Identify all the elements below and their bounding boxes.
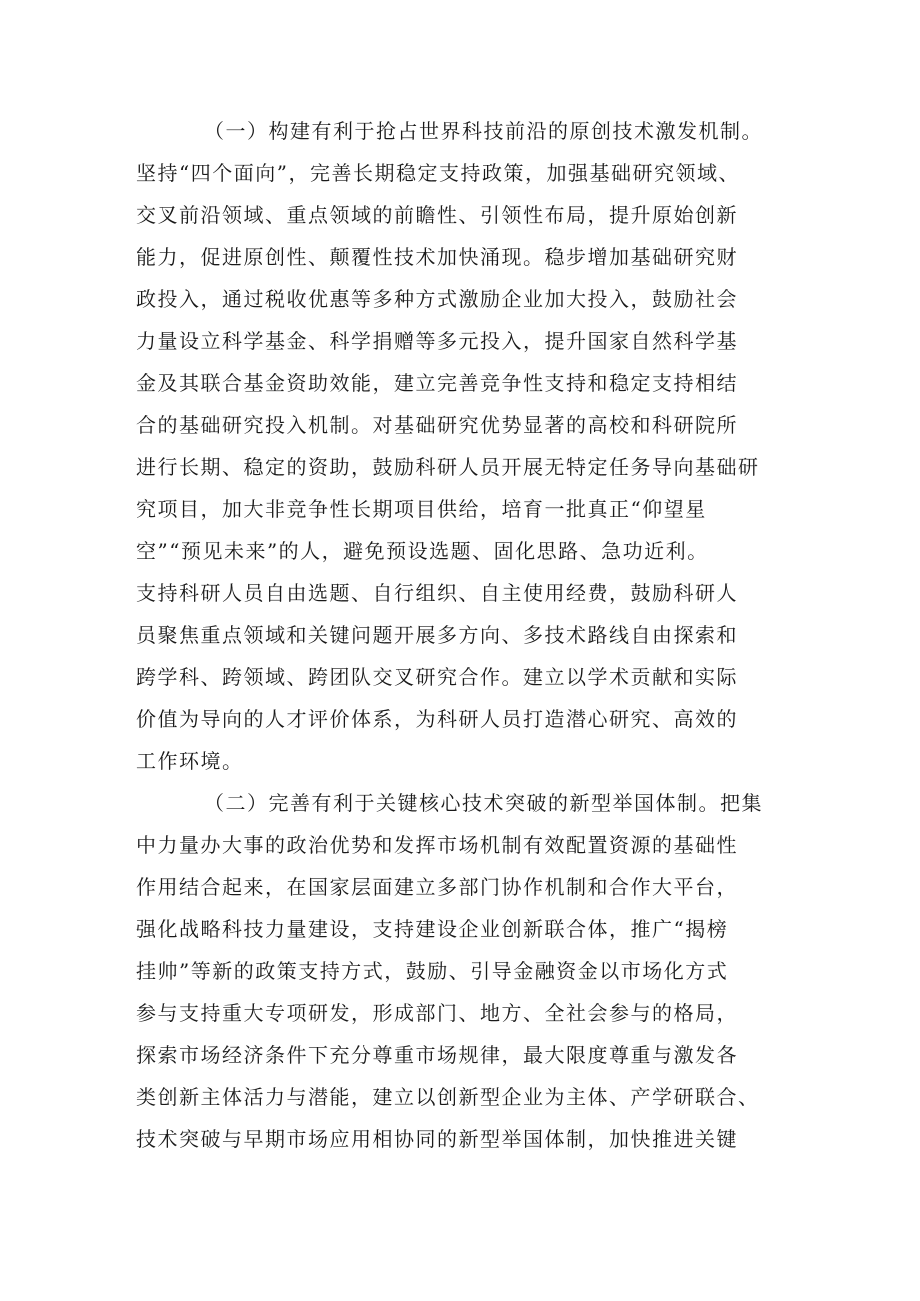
text-line: 工作环境。 bbox=[136, 749, 244, 773]
text-line: 中力量办大事的政治优势和发挥市场机制有效配置资源的基础性 bbox=[136, 833, 738, 857]
paragraph-new-national-system bbox=[136, 790, 796, 1168]
text-line: 支持科研人员自由选题、自行组织、自主使用经费，鼓励科研人 bbox=[136, 581, 738, 605]
text-line: 参与支持重大专项研发，形成部门、地方、全社会参与的格局， bbox=[136, 1001, 738, 1025]
paragraph-original-innovation-mechanism bbox=[136, 118, 796, 790]
text-line: 究项目，加大非竞争性长期项目供给，培育一批真正“仰望星 bbox=[136, 497, 707, 521]
text-line: 员聚焦重点领域和关键问题开展多方向、多技术路线自由探索和 bbox=[136, 623, 738, 647]
text-line: 空”“预见未来”的人，避免预设选题、固化思路、急功近利。 bbox=[136, 539, 709, 563]
text-line: 政投入，通过税收优惠等多种方式激励企业加大投入，鼓励社会 bbox=[136, 287, 738, 311]
text-line: 技术突破与早期市场应用相协同的新型举国体制，加快推进关键 bbox=[136, 1127, 738, 1151]
text-line: 作用结合起来，在国家层面建立多部门协作机制和合作大平台， bbox=[136, 875, 738, 899]
text-line: 合的基础研究投入机制。对基础研究优势显著的高校和科研院所 bbox=[136, 413, 738, 437]
text-line: 金及其联合基金资助效能，建立完善竞争性支持和稳定支持相结 bbox=[136, 371, 738, 395]
text-line: 探索市场经济条件下充分尊重市场规律，最大限度尊重与激发各 bbox=[136, 1043, 738, 1067]
text-line: 类创新主体活力与潜能，建立以创新型企业为主体、产学研联合、 bbox=[136, 1085, 760, 1109]
text-line: 价值为导向的人才评价体系，为科研人员打造潜心研究、高效的 bbox=[136, 707, 738, 731]
text-line: 挂帅”等新的政策支持方式，鼓励、引导金融资金以市场化方式 bbox=[136, 959, 729, 983]
text-line: （二）完善有利于关键核心技术突破的新型举国体制。把集 bbox=[204, 791, 763, 815]
text-line: 交叉前沿领域、重点领域的前瞻性、引领性布局，提升原始创新 bbox=[136, 203, 738, 227]
text-line: 进行长期、稳定的资助，鼓励科研人员开展无特定任务导向基础研 bbox=[136, 455, 760, 479]
text-line: 强化战略科技力量建设，支持建设企业创新联合体，推广“揭榜 bbox=[136, 917, 729, 941]
document-body bbox=[136, 118, 796, 1168]
text-line: （一）构建有利于抢占世界科技前沿的原创技术激发机制。 bbox=[204, 119, 763, 143]
text-line: 坚持“四个面向”，完善长期稳定支持政策，加强基础研究领域、 bbox=[136, 161, 740, 185]
text-line: 能力，促进原创性、颠覆性技术加快涌现。稳步增加基础研究财 bbox=[136, 245, 738, 269]
text-line: 跨学科、跨领域、跨团队交叉研究合作。建立以学术贡献和实际 bbox=[136, 665, 738, 689]
text-line: 力量设立科学基金、科学捐赠等多元投入，提升国家自然科学基 bbox=[136, 329, 738, 353]
